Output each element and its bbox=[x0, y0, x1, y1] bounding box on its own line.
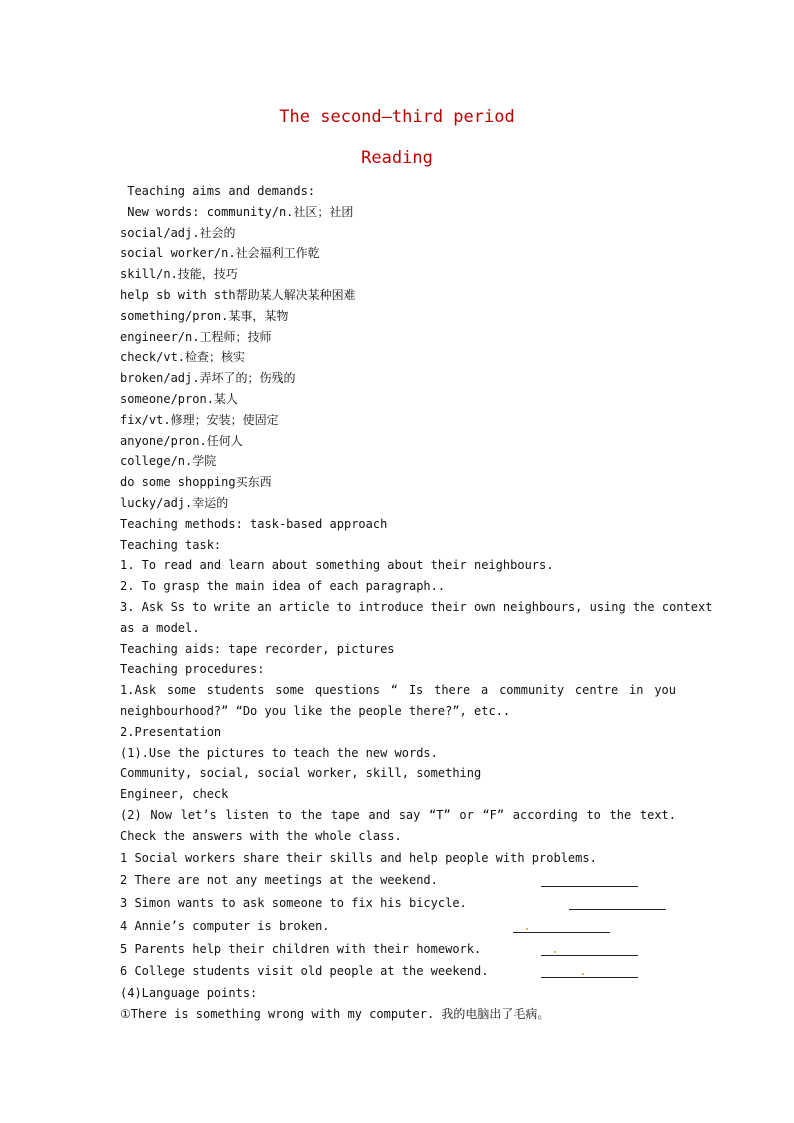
vocab-item: anyone/pron.任何人 bbox=[120, 433, 243, 448]
step-1-line: 1.Ask some students some questions “ Is there a community centre in you bbox=[120, 683, 676, 698]
ink-dot bbox=[554, 951, 556, 953]
presentation-step-2: (2) Now let’s listen to the tape and say “T” or “F” according to the text. bbox=[120, 807, 676, 822]
language-points-heading: (4)Language points: bbox=[120, 986, 258, 1001]
vocab-item: broken/adj.弄坏了的；伤残的 bbox=[120, 371, 296, 386]
vocab-item: someone/pron.某人 bbox=[120, 391, 238, 406]
task-heading: Teaching task: bbox=[120, 537, 222, 552]
teaching-methods: Teaching methods: task-based approach bbox=[120, 516, 388, 531]
answer-blank[interactable] bbox=[541, 941, 638, 956]
statement-row bbox=[120, 847, 676, 870]
statement-text: 3 Simon wants to ask someone to fix his bicycle. bbox=[120, 896, 467, 911]
statement-text: 5 Parents help their children with their homework. bbox=[120, 941, 482, 956]
statement-row bbox=[120, 892, 676, 915]
vocab-item: engineer/n.工程师；技师 bbox=[120, 329, 272, 344]
teaching-aids: Teaching aids: tape recorder, pictures bbox=[120, 641, 395, 656]
language-point-1: ①There is something wrong with my computer. 我的电脑出了毛病。 bbox=[120, 1007, 550, 1022]
statement-text: 1 Social workers share their skills and help people with problems. bbox=[120, 850, 597, 865]
statement-text: 2 There are not any meetings at the weekend. bbox=[120, 873, 438, 888]
task-item: 3. Ask Ss to write an article to introduce their own neighbours, using the context bbox=[120, 599, 713, 614]
answer-blank[interactable] bbox=[541, 872, 638, 887]
answer-blank[interactable] bbox=[569, 895, 666, 910]
vocab-item: social/adj.社会的 bbox=[120, 225, 236, 240]
statement-text: 4 Annie’s computer is broken. bbox=[120, 918, 330, 933]
page-subtitle: Reading bbox=[361, 148, 433, 168]
vocab-item: do some shopping买东西 bbox=[120, 475, 272, 490]
step-1-line: neighbourhood?” “Do you like the people there?”, etc.. bbox=[120, 703, 511, 718]
presentation-step-1: (1).Use the pictures to teach the new words. bbox=[120, 745, 438, 760]
statement-row bbox=[120, 960, 676, 983]
lesson-body bbox=[120, 181, 713, 1025]
ink-dot bbox=[582, 973, 584, 975]
task-item: 2. To grasp the main idea of each paragraph.. bbox=[120, 579, 446, 594]
answer-blank[interactable] bbox=[513, 918, 610, 933]
aims-heading: Teaching aims and demands: bbox=[120, 184, 316, 198]
statement-row bbox=[120, 938, 676, 961]
vocab-item: college/n.学院 bbox=[120, 454, 217, 469]
vocab-item: fix/vt.修理；安装；使固定 bbox=[120, 412, 279, 427]
vocab-item: check/vt.检查；核实 bbox=[120, 350, 246, 365]
ink-dot bbox=[526, 928, 528, 930]
presentation-heading: 2.Presentation bbox=[120, 724, 222, 739]
vocab-item: help sb with sth帮助某人解决某种困难 bbox=[120, 287, 356, 302]
vocab-item: something/pron.某事，某物 bbox=[120, 308, 289, 323]
page-title: The second—third period bbox=[279, 107, 515, 127]
new-words-list: Engineer, check bbox=[120, 787, 229, 802]
task-item: as a model. bbox=[120, 620, 200, 635]
new-words-line: New words: community/n.社区；社团 bbox=[120, 204, 354, 219]
procedures-heading: Teaching procedures: bbox=[120, 662, 265, 677]
vocab-item: social worker/n.社会福利工作乾 bbox=[120, 246, 320, 261]
vocab-item: skill/n.技能，技巧 bbox=[120, 267, 238, 282]
statement-row bbox=[120, 869, 676, 892]
statement-text: 6 College students visit old people at the weekend. bbox=[120, 964, 489, 979]
statement-row bbox=[120, 915, 676, 938]
vocab-item: lucky/adj.幸运的 bbox=[120, 495, 229, 510]
answer-blank[interactable] bbox=[541, 963, 638, 978]
new-words-list: Community, social, social worker, skill, something bbox=[120, 766, 482, 781]
presentation-step-2: Check the answers with the whole class. bbox=[120, 828, 402, 843]
task-item: 1. To read and learn about something about their neighbours. bbox=[120, 558, 554, 573]
